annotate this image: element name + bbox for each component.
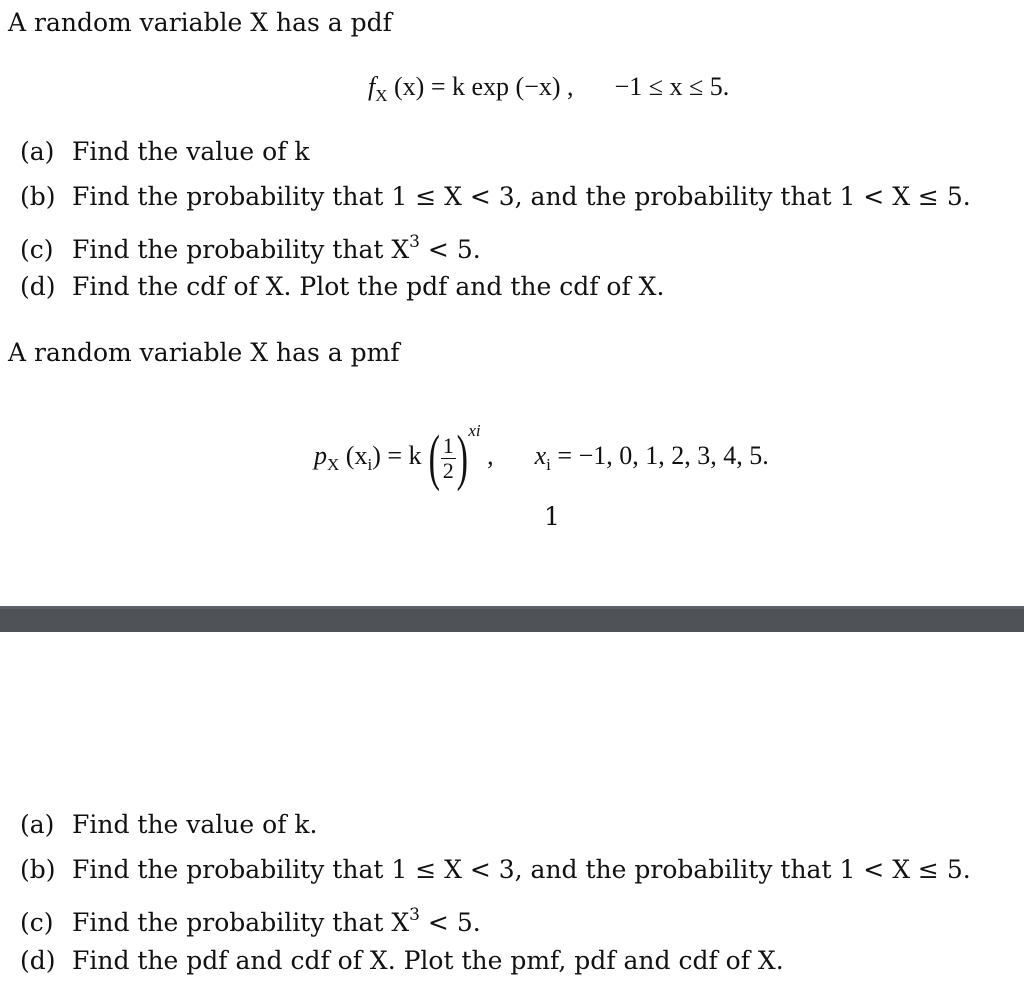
question-text-tail: < 5. <box>419 235 481 264</box>
pmf-formula-domain: = −1, 0, 1, 2, 3, 4, 5. <box>550 441 769 470</box>
question-label: (b) <box>20 182 56 211</box>
question-label: (a) <box>20 810 55 839</box>
pmf-formula-comma: , <box>487 441 494 470</box>
pmf-formula-lhs: p <box>314 441 327 470</box>
pmf-domain-var: x <box>534 441 547 470</box>
pmf-question-a <box>20 810 318 840</box>
question-label: (b) <box>20 855 56 884</box>
fraction-numerator: 1 <box>442 432 454 458</box>
pdf-intro: A random variable X has a pdf <box>8 8 392 37</box>
pmf-formula-eq: = k <box>387 441 422 470</box>
pmf-question-c <box>20 900 481 938</box>
question-text: Find the cdf of X. Plot the pdf and the cdf of X. <box>72 272 665 301</box>
pdf-formula-lhs-sub: X <box>375 86 388 105</box>
right-paren: ) <box>456 424 468 493</box>
pmf-formula-lhs-sub: X <box>327 455 340 474</box>
question-text-tail: < 5. <box>419 908 481 937</box>
question-label: (c) <box>20 235 54 264</box>
pmf-question-d <box>20 946 784 976</box>
page-number: 1 <box>544 502 560 531</box>
question-text: Find the pdf and cdf of X. Plot the pmf, pdf and cdf of X. <box>72 946 784 975</box>
question-text: Find the value of k <box>72 137 310 166</box>
question-label: (d) <box>20 272 56 301</box>
question-superscript: 3 <box>409 905 420 925</box>
question-label: (d) <box>20 946 56 975</box>
fraction <box>441 434 456 483</box>
pmf-formula <box>314 400 769 496</box>
pdf-question-a <box>20 137 310 167</box>
question-label: (a) <box>20 137 55 166</box>
pdf-question-c <box>20 227 481 265</box>
pdf-question-d <box>20 272 664 302</box>
pmf-formula-arg-close: ) <box>372 441 381 470</box>
pdf-formula-lhs: f <box>368 72 376 101</box>
fraction-denominator: 2 <box>442 457 454 483</box>
question-text: Find the probability that X <box>72 235 410 264</box>
pdf-formula <box>368 72 729 111</box>
pdf-formula-arg: (x) <box>394 72 425 101</box>
pmf-formula-arg-open: (x <box>345 441 368 470</box>
pdf-question-b <box>20 182 971 212</box>
pmf-domain-sub: i <box>546 455 551 474</box>
question-text: Find the probability that X <box>72 908 410 937</box>
question-text: Find the probability that 1 ≤ X < 3, and the probability that 1 < X ≤ 5. <box>72 182 971 211</box>
pmf-formula-arg-sub: i <box>367 455 373 474</box>
question-text: Find the probability that 1 ≤ X < 3, and the probability that 1 < X ≤ 5. <box>72 855 971 884</box>
pmf-formula-exponent: xi <box>468 421 481 440</box>
pmf-question-b <box>20 855 971 885</box>
question-text: Find the value of k. <box>72 810 318 839</box>
pdf-formula-eq: = <box>430 72 446 101</box>
question-label: (c) <box>20 908 54 937</box>
pdf-formula-rhs: k exp (−x) , <box>452 72 574 101</box>
question-superscript: 3 <box>409 232 420 252</box>
left-paren: ( <box>428 424 441 493</box>
page-divider <box>0 606 1024 632</box>
pdf-formula-domain: −1 ≤ x ≤ 5. <box>614 72 730 101</box>
pmf-intro: A random variable X has a pmf <box>8 338 400 367</box>
